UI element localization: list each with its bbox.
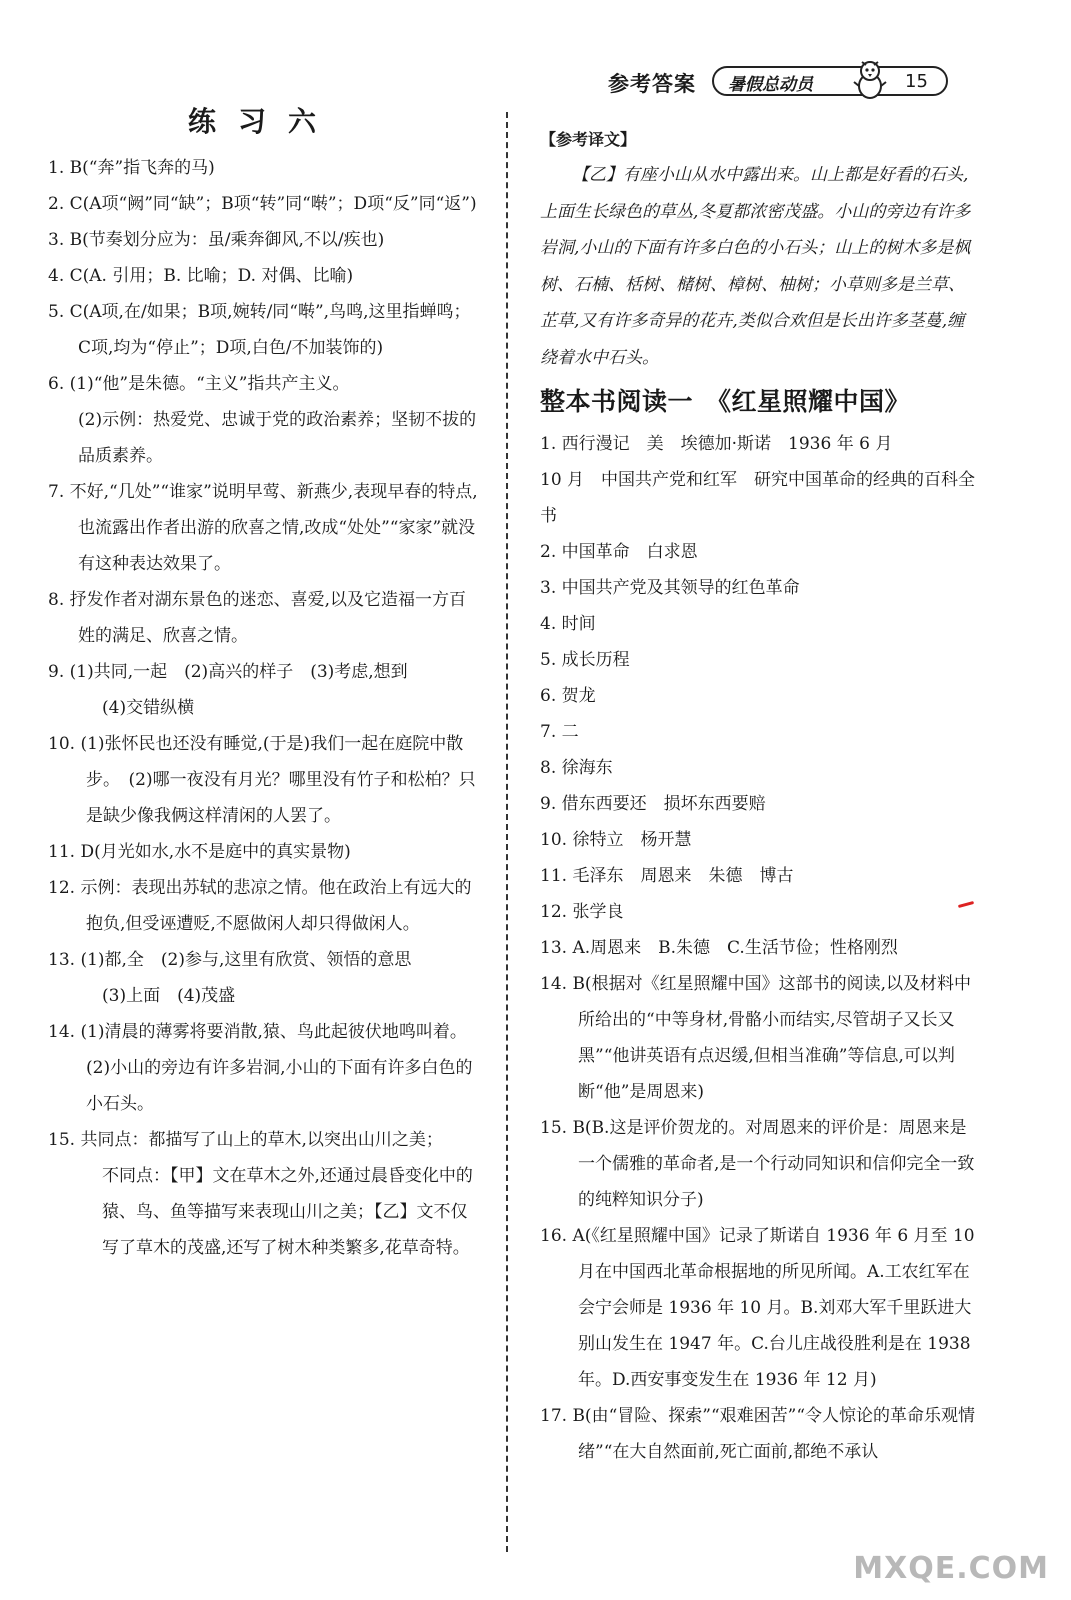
reference-translation-label: 【参考译文】 [540,130,637,149]
header-title: 参考答案 [608,72,696,96]
answer-item: 11. 毛泽东 周恩来 朱德 博古 [540,866,794,886]
answer-item: 17. B(由“冒险、探索”“艰难困苦”“令人惊论的革命乐观情绪”“在大自然面前,死亡面前,都绝不承认 [540,1406,976,1462]
answer-item: 13. (1)都,全 (2)参与,这里有欣赏、领悟的意思 [48,950,412,970]
answer-item: 15. B(B.这是评价贺龙的。对周恩来的评价是：周恩来是一个儒雅的革命者,是一个行动同知识和信仰完全一致的纯粹知识分子) [540,1118,975,1210]
answer-item: 1. 西行漫记 美 埃德加·斯诺 1936 年 6 月 [540,434,893,454]
answer-item: 15. 共同点：都描写了山上的草木,以突出山川之美； [48,1130,443,1150]
left-column [48,102,478,1266]
reference-translation: 【乙】有座小山从水中露出来。山上都是好看的石头,上面生长绿色的草丛,冬夏都浓密茂盛。小山的旁边有许多岩洞,小山的下面有许多白色的小石头；山上的树木多是枫树、石楠、栝树、槠树、樟树、柚树；小草则多是兰草、芷草,又有许多奇异的花卉,类似合欢但是长出许多茎蔓,缠绕着水中石头。 [540,165,971,368]
answer-item: 2. C(A项“阙”同“缺”；B项“转”同“啭”；D项“反”同“返”) [48,194,477,214]
answer-item: 14. (1)清晨的薄雾将要消散,猿、鸟此起彼伏地鸣叫着。 (2)小山的旁边有许多岩洞,小山的下面有许多白色的小石头。 [48,1022,476,1114]
watermark: MXQE.COM [853,1551,1049,1586]
right-column [540,125,980,1470]
section-title: 练习六 [187,105,338,138]
answer-item: 14. B(根据对《红星照耀中国》这部书的阅读,以及材料中所给出的“中等身材,骨骼小而结实,尽管胡子又长又黑”“他讲英语有点迟缓,但相当准确”等信息,可以判断“他”是周恩来) [540,974,971,1102]
book-reading-title: 整本书阅读一 《红星照耀中国》 [540,387,911,416]
answer-item: 7. 不好,“几处”“谁家”说明早莺、新燕少,表现早春的特点,也流露出作者出游的欣喜之情,改成“处处”“家家”就没有这种表达效果了。 [48,482,478,574]
answer-item: 16. A(《红星照耀中国》记录了斯诺自 1936 年 6 月至 10 月在中国西北革命根据地的所见所闻。A.工农红军在会宁会师是 1936 年 10 月。B.刘邓大军千里跃进大别山发生在 1947 年。C.台儿庄战役胜利是在 1938 年。D.西安事变发生在 1936 年 12 月) [540,1226,975,1390]
answer-item: (2)示例：热爱党、忠诚于党的政治素养；坚韧不拔的品质素养。 [78,410,477,466]
answer-item: 4. 时间 [540,614,596,634]
column-divider [506,112,508,1552]
answer-item: 10. (1)张怀民也还没有睡觉,(于是)我们一起在庭院中散步。 (2)哪一夜没有月光？哪里没有竹子和松柏？只是缺少像我俩这样清闲的人罢了。 [48,734,476,826]
answer-item: 6. 贺龙 [540,686,596,706]
answer-item: 12. 张学良 [540,902,624,922]
answer-item: 3. B(节奏划分应为：虽/乘奔御风,不以/疾也) [48,230,385,250]
answer-item: 5. 成长历程 [540,650,630,670]
answer-item: 9. (1)共同,一起 (2)高兴的样子 (3)考虑,想到 [48,662,408,682]
page-header [600,58,960,104]
answer-item: 10 月 中国共产党和红军 研究中国革命的经典的百科全书 [540,470,976,526]
answer-item: 不同点：【甲】文在草木之外,还通过晨昏变化中的猿、鸟、鱼等描写来表现山川之美；【乙】文不仅写了草木的茂盛,还写了树木种类繁多,花草奇特。 [102,1166,473,1258]
answer-item: (4)交错纵横 [102,698,195,718]
answer-item: 8. 抒发作者对湖东景色的迷恋、喜爱,以及它造福一方百姓的满足、欣喜之情。 [48,590,467,646]
page-number: 15 [905,71,928,92]
answer-item: 9. 借东西要还 损坏东西要赔 [540,794,766,814]
answer-item: (3)上面 (4)茂盛 [102,986,236,1006]
answer-item: 2. 中国革命 白求恩 [540,542,698,562]
answer-item: 7. 二 [540,722,579,742]
answer-item: 6. (1)“他”是朱德。“主义”指共产主义。 [48,374,350,394]
answer-item: 13. A.周恩来 B.朱德 C.生活节俭；性格刚烈 [540,938,898,958]
answer-item: 3. 中国共产党及其领导的红色革命 [540,578,800,598]
cartoon-bird-icon [852,58,888,102]
answer-item: 5. C(A项,在/如果；B项,婉转/同“啭”,鸟鸣,这里指蝉鸣；C项,均为“停止”；D项,白色/不加装饰的) [48,302,471,358]
answer-item: 4. C(A. 引用；B. 比喻；D. 对偶、比喻) [48,266,354,286]
answer-item: 12. 示例：表现出苏轼的悲凉之情。他在政治上有远大的抱负,但受诬遭贬,不愿做闲人却只得做闲人。 [48,878,472,934]
answer-item: 8. 徐海东 [540,758,613,778]
answer-item: 11. D(月光如水,水不是庭中的真实景物) [48,842,351,862]
answer-item: 1. B(“奔”指飞奔的马) [48,158,215,178]
header-brand: 暑假总动员 [728,75,813,95]
answer-item: 10. 徐特立 杨开慧 [540,830,692,850]
